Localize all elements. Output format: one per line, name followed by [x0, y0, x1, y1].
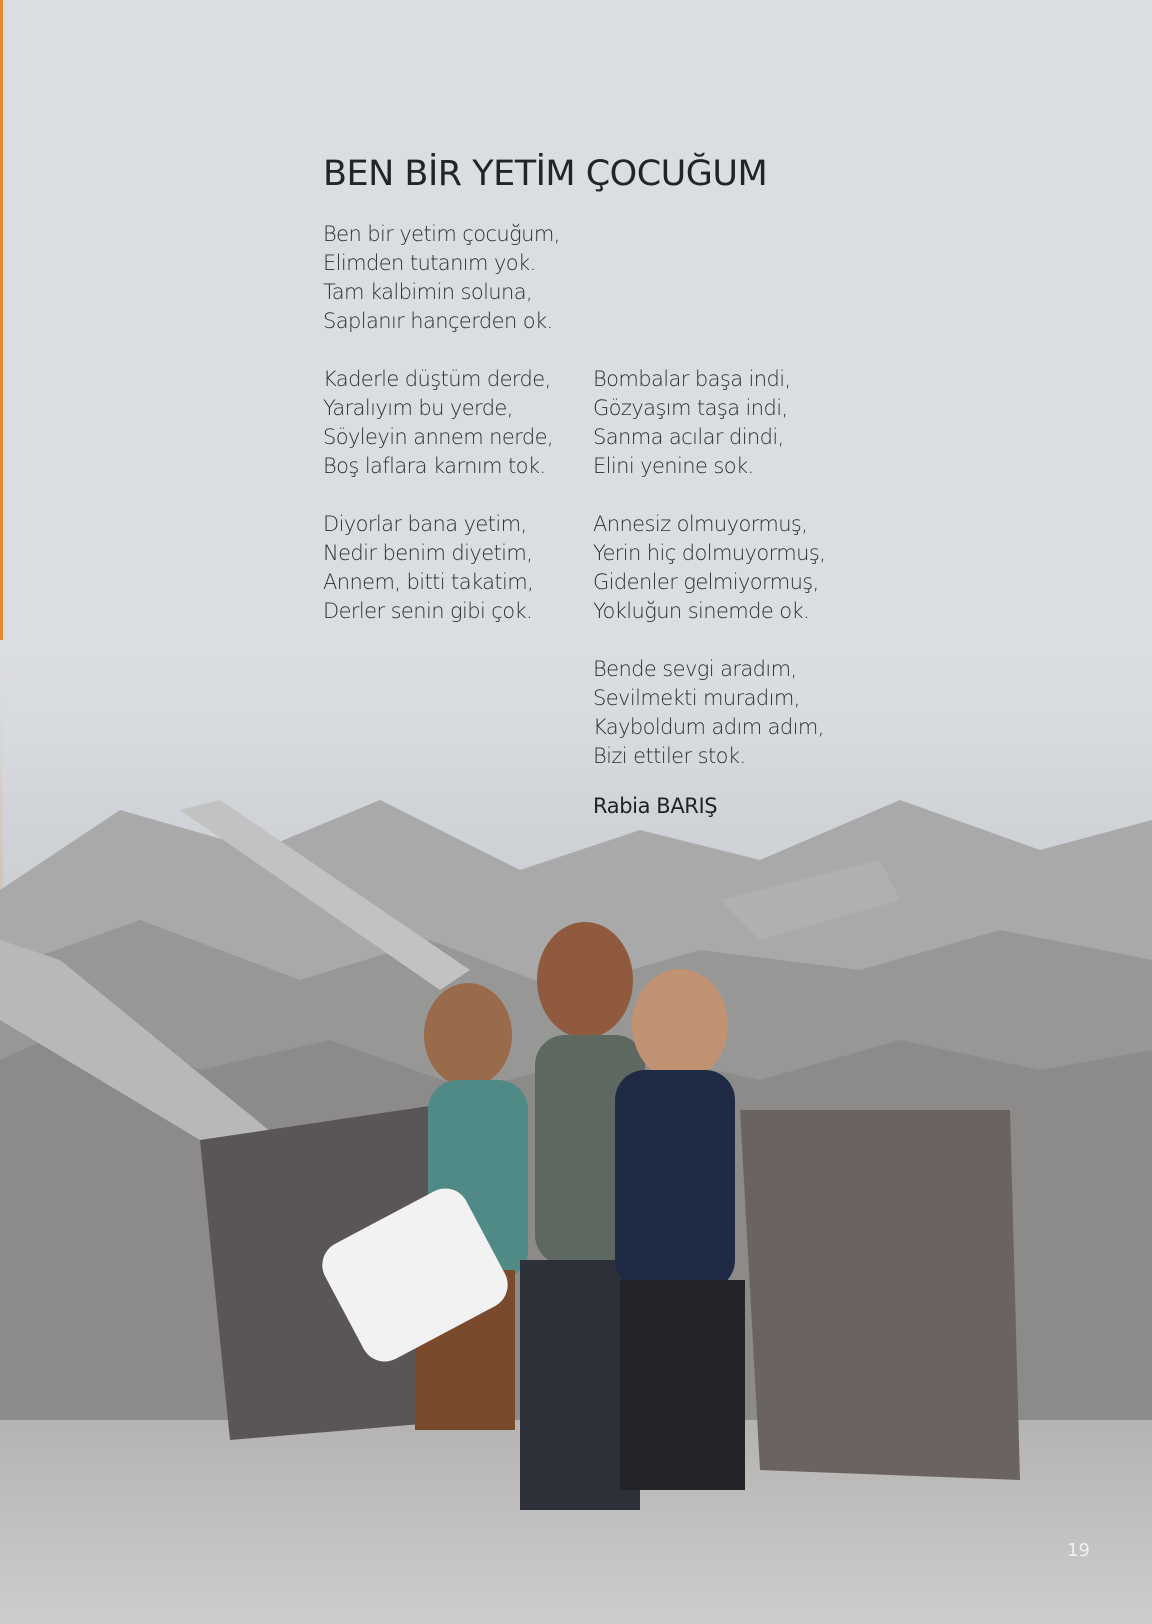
poem-line: Yerin hiç dolmuyormuş, — [593, 541, 826, 565]
poem-line: Diyorlar bana yetim, — [323, 512, 527, 536]
poem-right-column — [593, 365, 883, 821]
poem-line: Gözyaşım taşa indi, — [593, 396, 788, 420]
poem-title: BEN BİR YETİM ÇOCUĞUM — [323, 154, 768, 194]
poem-line: Boş laflara karnım tok. — [323, 454, 546, 478]
poem-stanza — [593, 365, 883, 481]
poem-stanza — [593, 655, 883, 771]
poem-line: Bombalar başa indi, — [593, 367, 791, 391]
poem-line: Sanma acılar dindi, — [593, 425, 784, 449]
poem-author: Rabia BARIŞ — [593, 794, 718, 818]
poem-line: Tam kalbimin soluna, — [323, 280, 533, 304]
poem-stanza — [323, 365, 613, 481]
poem-stanza — [323, 220, 613, 336]
poem-line: Gidenler gelmiyormuş, — [593, 570, 819, 594]
poem-line: Ben bir yetim çocuğum, — [323, 222, 560, 246]
poem-line: Annesiz olmuyormuş, — [593, 512, 808, 536]
poem-line: Sevilmekti muradım, — [593, 686, 800, 710]
poem-line: Yokluğun sinemde ok. — [593, 599, 810, 623]
poem-line: Nedir benim diyetim, — [323, 541, 533, 565]
poem-line: Bizi ettiler stok. — [593, 744, 746, 768]
poem-line: Yaralıyım bu yerde, — [323, 396, 513, 420]
poem-line: Söyleyin annem nerde, — [323, 425, 553, 449]
rubble-photo-with-children — [0, 640, 1152, 1624]
poem-stanza — [593, 510, 883, 626]
page-number: 19 — [1067, 1540, 1090, 1561]
poem-line: Saplanır hançerden ok. — [323, 309, 553, 333]
poem-line: Elini yenine sok. — [593, 454, 754, 478]
poem-line: Kayboldum adım adım, — [593, 715, 824, 739]
poem-line: Elimden tutanım yok. — [323, 251, 536, 275]
poem-left-column — [323, 220, 613, 655]
poem-line: Annem, bitti takatim, — [323, 570, 534, 594]
poem-line: Derler senin gibi çok. — [323, 599, 533, 623]
poem-line: Bende sevgi aradım, — [593, 657, 797, 681]
poem-stanza — [323, 510, 613, 626]
poem-line: Kaderle düştüm derde, — [323, 367, 551, 391]
